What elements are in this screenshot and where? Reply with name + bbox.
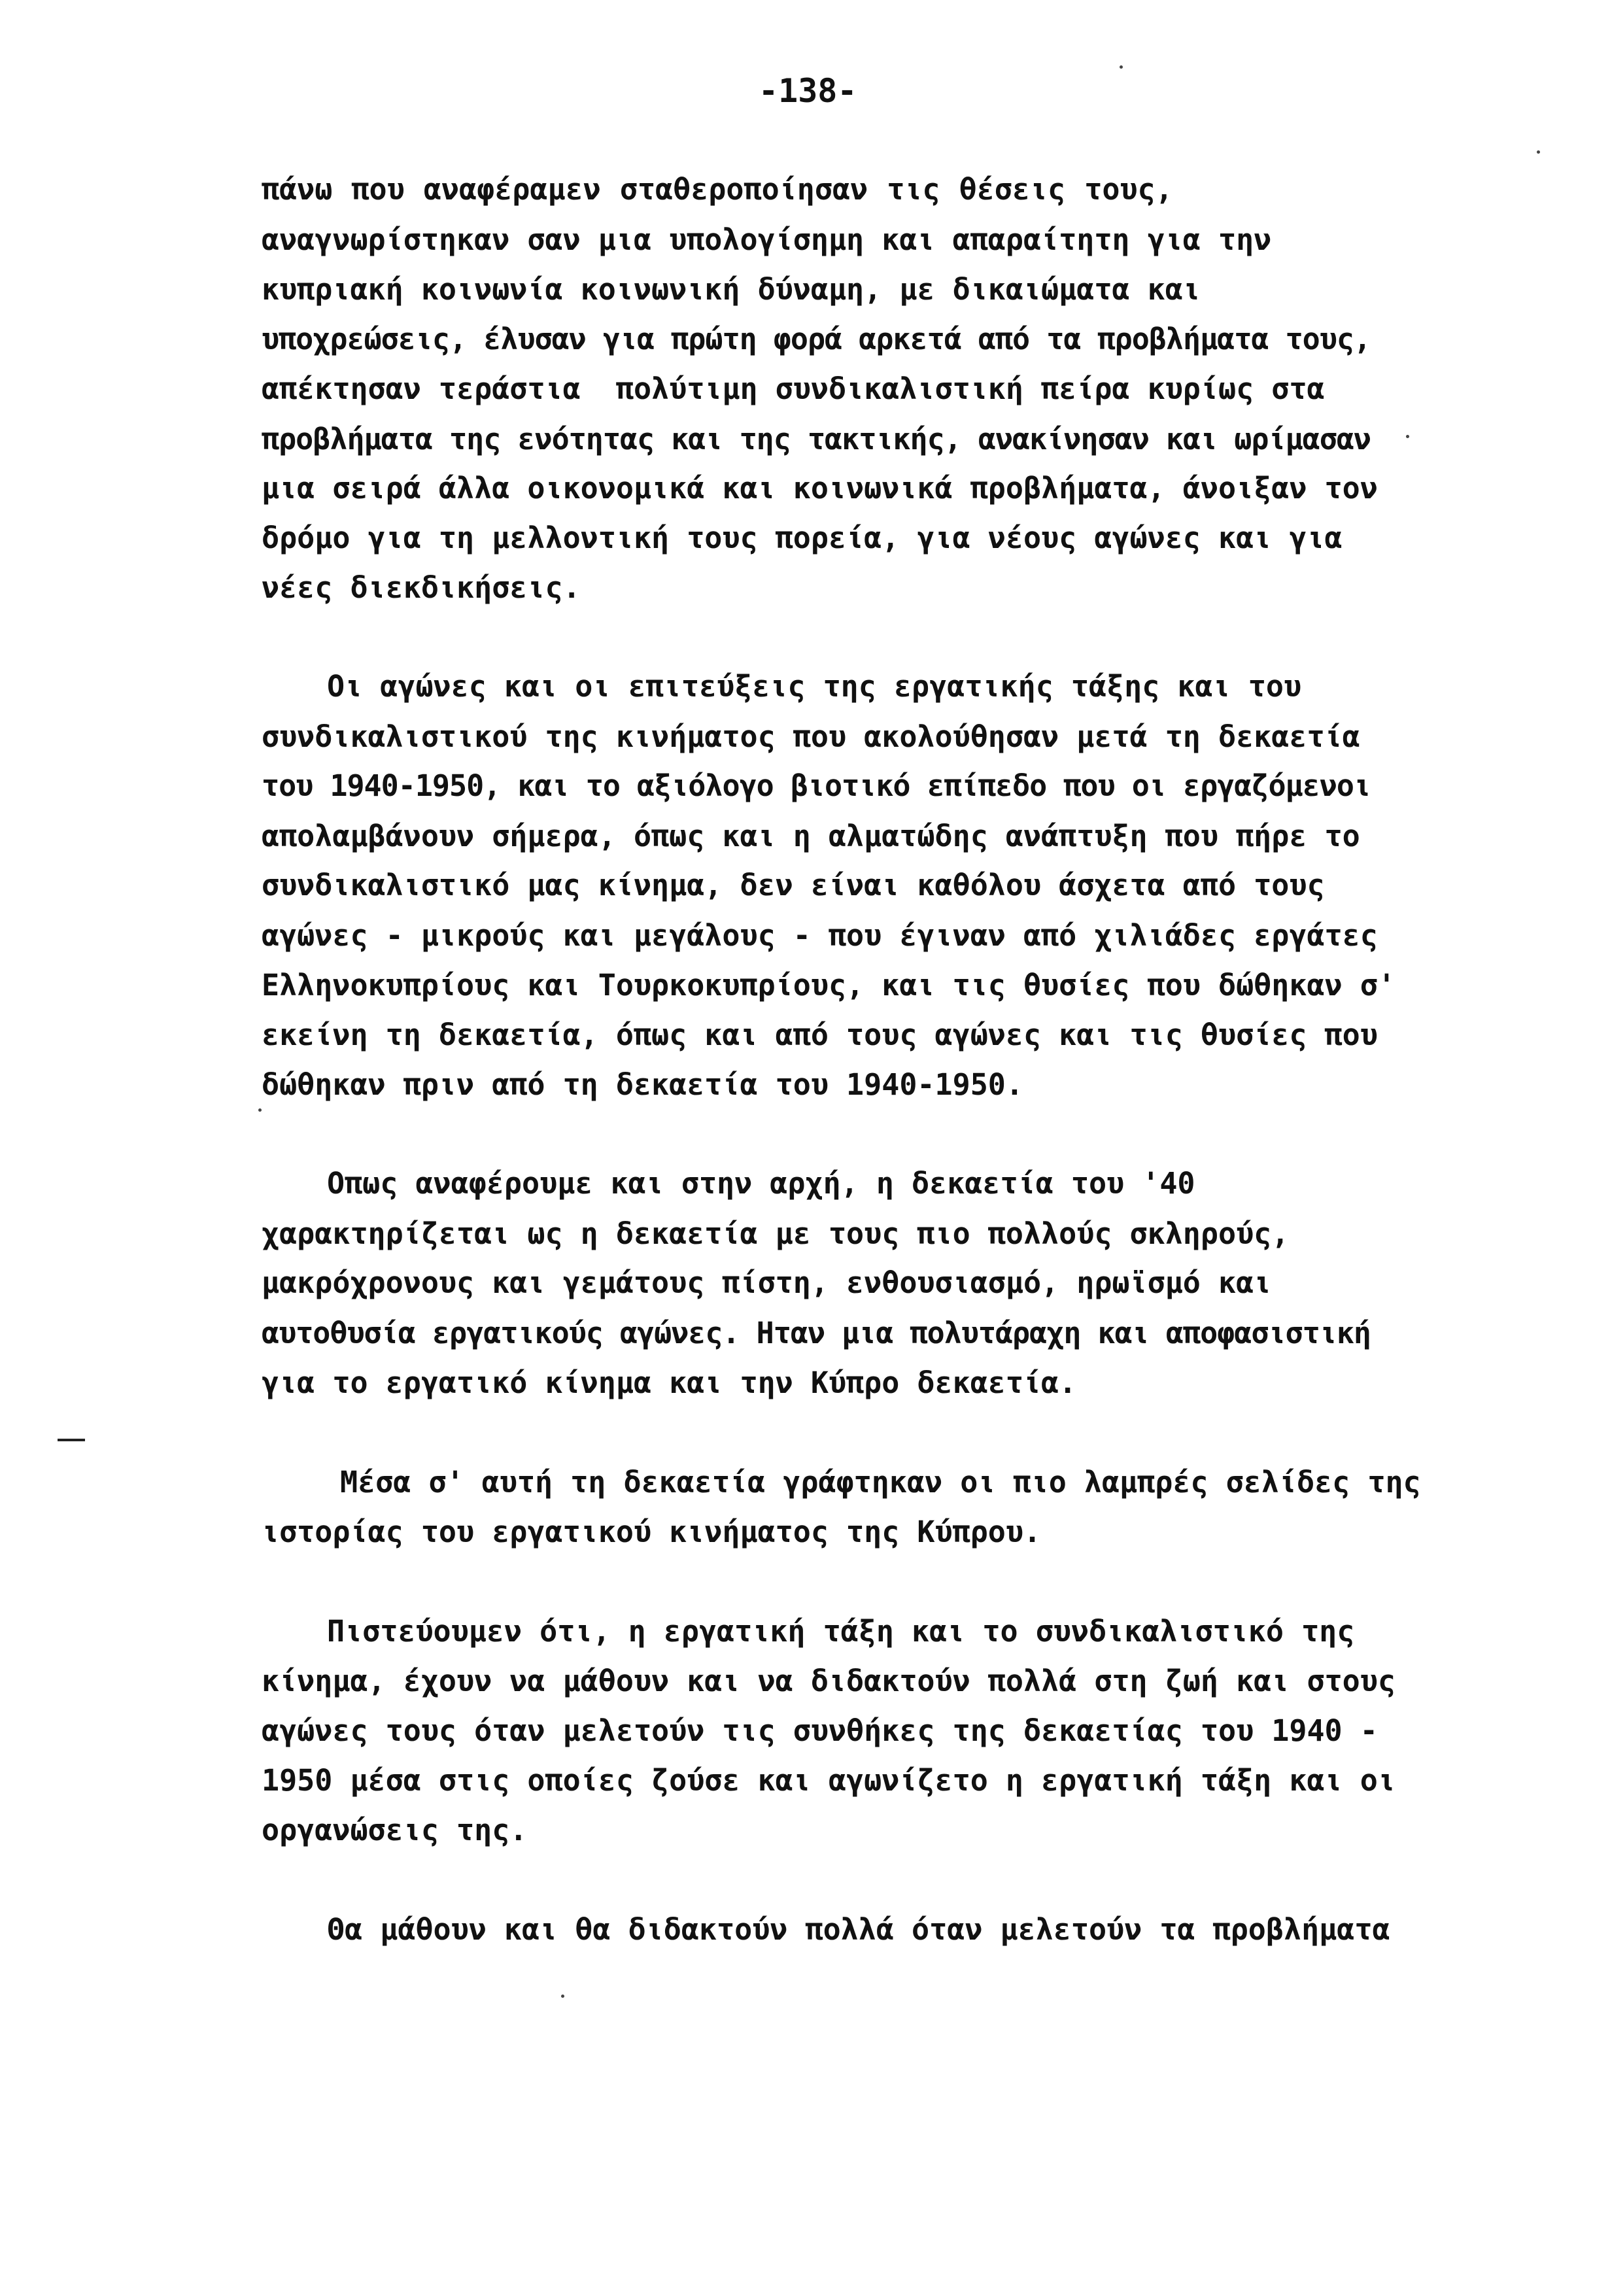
text-line: Ελληνοκυπρίους και Τουρκοκυπρίους, και τις θυσίες που δώθηκαν σ' [262,968,1396,1002]
text-line: απολαμβάνουν σήμερα, όπως και η αλματώδης ανάπτυξη που πήρε το [262,819,1360,853]
text-line: 1950 μέσα στις οποίες ζούσε και αγωνίζετο η εργατική τάξη και οι [262,1763,1396,1798]
text-line: αγώνες τους όταν μελετούν τις συνθήκες της δεκαετίας του 1940 - [262,1713,1378,1748]
page-number: -138- [759,72,857,110]
text-line: μια σειρά άλλα οικονομικά και κοινωνικά προβλήματα, άνοιξαν τον [262,471,1378,505]
text-line: μακρόχρονους και γεμάτους πίστη, ενθουσιασμό, ηρωϊσμό και [262,1265,1272,1300]
text-line: δρόμο για τη μελλοντική τους πορεία, για νέους αγώνες και για [262,521,1343,555]
text-line: Θα μάθουν και θα διδακτούν πολλά όταν μελετούν τα προβλήματα [327,1912,1390,1947]
text-line: Οι αγώνες και οι επιτεύξεις της εργατικής τάξης και του [327,669,1302,704]
text-line: πάνω που αναφέραμεν σταθεροποίησαν τις θέσεις τους, [262,172,1173,207]
text-line: υποχρεώσεις, έλυσαν για πρώτη φορά αρκετά από τα προβλήματα τους, [262,322,1371,356]
scan-speck [258,1108,262,1112]
text-line: συνδικαλιστικό μας κίνημα, δεν είναι καθόλου άσχετα από τους [262,868,1325,902]
text-line: αυτοθυσία εργατικούς αγώνες. Ηταν μια πολυτάραχη και αποφασιστική [262,1316,1371,1350]
text-line: κίνημα, έχουν να μάθουν και να διδακτούν πολλά στη ζωή και στους [262,1664,1396,1698]
text-line: εκείνη τη δεκαετία, όπως και από τους αγώνες και τις θυσίες που [262,1018,1378,1052]
text-line: προβλήματα της ενότητας και της τακτικής, ανακίνησαν και ωρίμασαν [262,422,1371,456]
scan-speck [1406,435,1409,438]
text-line: συνδικαλιστικού της κινήματος που ακολούθησαν μετά τη δεκαετία [262,719,1360,754]
text-line: αναγνωρίστηκαν σαν μια υπολογίσημη και απαραίτητη για την [262,222,1272,257]
margin-dash [58,1439,85,1441]
text-line: νέες διεκδικήσεις. [262,570,581,605]
scan-speck [561,1995,564,1998]
text-line: οργανώσεις της. [262,1813,528,1847]
scan-speck [1537,150,1540,154]
text-line: απέκτησαν τεράστια πολύτιμη συνδικαλιστική πείρα κυρίως στα [262,371,1325,406]
text-line: για το εργατικό κίνημα και την Κύπρο δεκαετία. [262,1365,1077,1400]
text-line: Οπως αναφέρουμε και στην αρχή, η δεκαετία του '40 [327,1166,1195,1201]
text-line: αγώνες - μικρούς και μεγάλους - που έγιναν από χιλιάδες εργάτες [262,918,1378,953]
text-line: Μέσα σ' αυτή τη δεκαετία γράφτηκαν οι πιο λαμπρές σελίδες της [340,1465,1421,1499]
text-line: χαρακτηρίζεται ως η δεκαετία με τους πιο πολλούς σκληρούς, [262,1216,1290,1251]
text-line: Πιστεύουμεν ότι, η εργατική τάξη και το συνδικαλιστικό της [327,1614,1355,1649]
text-line: του 1940-1950, και το αξιόλογο βιοτικό επίπεδο που οι εργαζόμενοι [262,768,1371,803]
text-line: κυπριακή κοινωνία κοινωνική δύναμη, με δικαιώματα και [262,272,1201,307]
scan-speck [1120,65,1123,69]
text-line: δώθηκαν πριν από τη δεκαετία του 1940-1950. [262,1067,1023,1102]
text-line: ιστορίας του εργατικού κινήματος της Κύπρου. [262,1515,1042,1549]
